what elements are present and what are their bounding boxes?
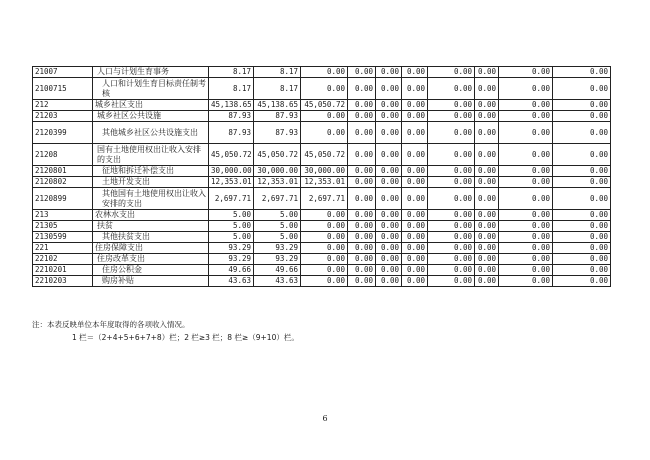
amount-cell: 0.00 (376, 111, 402, 122)
amount-cell: 45,050.72 (301, 100, 348, 111)
amount-cell: 0.00 (376, 221, 402, 232)
amount-cell: 8.17 (254, 67, 301, 78)
amount-cell: 0.00 (475, 210, 499, 221)
amount-cell: 0.00 (402, 166, 428, 177)
amount-cell: 0.00 (499, 122, 553, 144)
note-line-1: 注：本表反映单位本年度取得的各项收入情况。 (32, 320, 190, 329)
amount-cell: 45,138.65 (254, 100, 301, 111)
subject-name-cell: 人口和计划生育目标责任制考核 (93, 78, 209, 100)
amount-cell: 0.00 (475, 232, 499, 243)
amount-cell: 0.00 (428, 243, 475, 254)
amount-cell: 0.00 (475, 166, 499, 177)
subject-code-cell: 2120399 (33, 122, 93, 144)
amount-cell: 0.00 (376, 276, 402, 287)
amount-cell: 0.00 (553, 243, 611, 254)
amount-cell: 0.00 (301, 254, 348, 265)
amount-cell: 0.00 (402, 243, 428, 254)
amount-cell: 0.00 (428, 221, 475, 232)
amount-cell: 5.00 (209, 221, 254, 232)
amount-cell: 0.00 (553, 144, 611, 166)
table-row (33, 243, 611, 254)
amount-cell: 87.93 (209, 122, 254, 144)
subject-name-cell: 城乡社区支出 (93, 100, 209, 111)
amount-cell: 0.00 (376, 254, 402, 265)
amount-cell: 0.00 (553, 78, 611, 100)
amount-cell: 0.00 (428, 78, 475, 100)
subject-code-cell: 212 (33, 100, 93, 111)
amount-cell: 0.00 (348, 276, 376, 287)
amount-cell: 87.93 (209, 111, 254, 122)
subject-name-cell: 住房改革支出 (93, 254, 209, 265)
amount-cell: 0.00 (499, 243, 553, 254)
amount-cell: 0.00 (376, 166, 402, 177)
subject-name-cell: 扶贫 (93, 221, 209, 232)
amount-cell: 0.00 (376, 122, 402, 144)
amount-cell: 0.00 (499, 166, 553, 177)
amount-cell: 30,000.00 (254, 166, 301, 177)
amount-cell: 0.00 (376, 78, 402, 100)
subject-name-cell: 其他扶贫支出 (93, 232, 209, 243)
amount-cell: 0.00 (348, 221, 376, 232)
amount-cell: 0.00 (402, 210, 428, 221)
amount-cell: 0.00 (402, 254, 428, 265)
amount-cell: 0.00 (301, 243, 348, 254)
table-row (33, 166, 611, 177)
amount-cell: 0.00 (553, 100, 611, 111)
amount-cell: 5.00 (254, 232, 301, 243)
table-row (33, 188, 611, 210)
amount-cell: 0.00 (428, 210, 475, 221)
amount-cell: 0.00 (428, 232, 475, 243)
amount-cell: 0.00 (301, 78, 348, 100)
amount-cell: 0.00 (402, 78, 428, 100)
page-number: 6 (322, 414, 328, 423)
table-row (33, 100, 611, 111)
amount-cell: 0.00 (475, 221, 499, 232)
amount-cell: 5.00 (209, 232, 254, 243)
amount-cell: 0.00 (428, 67, 475, 78)
amount-cell: 87.93 (254, 111, 301, 122)
amount-cell: 0.00 (301, 122, 348, 144)
subject-code-cell: 2130599 (33, 232, 93, 243)
subject-code-cell: 2120899 (33, 188, 93, 210)
amount-cell: 30,000.00 (301, 166, 348, 177)
amount-cell: 0.00 (348, 254, 376, 265)
amount-cell: 0.00 (553, 232, 611, 243)
amount-cell: 93.29 (254, 243, 301, 254)
amount-cell: 8.17 (254, 78, 301, 100)
amount-cell: 0.00 (376, 210, 402, 221)
table-row (33, 111, 611, 122)
amount-cell: 0.00 (553, 221, 611, 232)
amount-cell: 43.63 (254, 276, 301, 287)
amount-cell: 0.00 (402, 265, 428, 276)
table-row (33, 122, 611, 144)
amount-cell: 45,138.65 (209, 100, 254, 111)
amount-cell: 0.00 (499, 100, 553, 111)
table-row (33, 232, 611, 243)
subject-code-cell: 22102 (33, 254, 93, 265)
amount-cell: 0.00 (348, 243, 376, 254)
amount-cell: 0.00 (301, 221, 348, 232)
amount-cell: 0.00 (428, 254, 475, 265)
amount-cell: 0.00 (553, 265, 611, 276)
amount-cell: 0.00 (402, 276, 428, 287)
amount-cell: 0.00 (553, 254, 611, 265)
amount-cell: 0.00 (301, 111, 348, 122)
amount-cell: 0.00 (348, 188, 376, 210)
amount-cell: 8.17 (209, 67, 254, 78)
amount-cell: 0.00 (499, 276, 553, 287)
amount-cell: 0.00 (348, 67, 376, 78)
amount-cell: 12,353.01 (209, 177, 254, 188)
subject-code-cell: 21208 (33, 144, 93, 166)
amount-cell: 0.00 (475, 122, 499, 144)
amount-cell: 0.00 (428, 111, 475, 122)
amount-cell: 0.00 (475, 243, 499, 254)
amount-cell: 0.00 (475, 265, 499, 276)
table-notes (32, 318, 612, 344)
subject-name-cell: 征地和拆迁补偿支出 (93, 166, 209, 177)
amount-cell: 0.00 (348, 144, 376, 166)
amount-cell: 0.00 (402, 67, 428, 78)
subject-code-cell: 213 (33, 210, 93, 221)
amount-cell: 0.00 (348, 122, 376, 144)
table-row (33, 210, 611, 221)
amount-cell: 2,697.71 (254, 188, 301, 210)
table-row (33, 254, 611, 265)
amount-cell: 0.00 (475, 100, 499, 111)
subject-name-cell: 其他城乡社区公共设施支出 (93, 122, 209, 144)
amount-cell: 0.00 (301, 232, 348, 243)
subject-code-cell: 2210203 (33, 276, 93, 287)
amount-cell: 87.93 (254, 122, 301, 144)
amount-cell: 0.00 (499, 111, 553, 122)
income-table (32, 66, 611, 287)
amount-cell: 0.00 (301, 210, 348, 221)
amount-cell: 30,000.00 (209, 166, 254, 177)
amount-cell: 0.00 (428, 177, 475, 188)
amount-cell: 0.00 (376, 177, 402, 188)
amount-cell: 2,697.71 (209, 188, 254, 210)
subject-code-cell: 21305 (33, 221, 93, 232)
amount-cell: 0.00 (428, 144, 475, 166)
amount-cell: 0.00 (553, 276, 611, 287)
amount-cell: 0.00 (402, 111, 428, 122)
amount-cell: 0.00 (301, 67, 348, 78)
amount-cell: 93.29 (254, 254, 301, 265)
income-table-body (33, 67, 611, 287)
amount-cell: 0.00 (301, 265, 348, 276)
amount-cell: 0.00 (475, 78, 499, 100)
amount-cell: 0.00 (348, 177, 376, 188)
amount-cell: 0.00 (376, 188, 402, 210)
amount-cell: 0.00 (402, 221, 428, 232)
amount-cell: 0.00 (376, 100, 402, 111)
amount-cell: 49.66 (254, 265, 301, 276)
amount-cell: 45,050.72 (209, 144, 254, 166)
subject-name-cell: 购房补贴 (93, 276, 209, 287)
amount-cell: 43.63 (209, 276, 254, 287)
amount-cell: 0.00 (348, 78, 376, 100)
amount-cell: 0.00 (499, 177, 553, 188)
amount-cell: 0.00 (475, 177, 499, 188)
amount-cell: 45,050.72 (254, 144, 301, 166)
amount-cell: 0.00 (402, 177, 428, 188)
amount-cell: 0.00 (402, 122, 428, 144)
amount-cell: 0.00 (348, 232, 376, 243)
amount-cell: 0.00 (475, 144, 499, 166)
amount-cell: 0.00 (301, 276, 348, 287)
subject-name-cell: 住房公积金 (93, 265, 209, 276)
amount-cell: 0.00 (553, 210, 611, 221)
amount-cell: 5.00 (254, 210, 301, 221)
table-row (33, 276, 611, 287)
amount-cell: 5.00 (209, 210, 254, 221)
amount-cell: 0.00 (402, 232, 428, 243)
table-row (33, 221, 611, 232)
amount-cell: 8.17 (209, 78, 254, 100)
amount-cell: 0.00 (499, 221, 553, 232)
amount-cell: 5.00 (254, 221, 301, 232)
amount-cell: 12,353.01 (301, 177, 348, 188)
subject-name-cell: 住房保障支出 (93, 243, 209, 254)
amount-cell: 0.00 (553, 122, 611, 144)
amount-cell: 0.00 (475, 254, 499, 265)
amount-cell: 12,353.01 (254, 177, 301, 188)
amount-cell: 0.00 (428, 100, 475, 111)
amount-cell: 0.00 (348, 166, 376, 177)
subject-code-cell: 2120801 (33, 166, 93, 177)
amount-cell: 0.00 (348, 210, 376, 221)
amount-cell: 0.00 (499, 144, 553, 166)
amount-cell: 0.00 (553, 166, 611, 177)
amount-cell: 0.00 (475, 67, 499, 78)
amount-cell: 0.00 (402, 100, 428, 111)
amount-cell: 0.00 (376, 265, 402, 276)
amount-cell: 0.00 (475, 111, 499, 122)
amount-cell: 0.00 (553, 177, 611, 188)
amount-cell: 0.00 (499, 265, 553, 276)
amount-cell: 0.00 (475, 276, 499, 287)
subject-name-cell: 其他国有土地使用权出让收入安排的支出 (93, 188, 209, 210)
amount-cell: 0.00 (348, 265, 376, 276)
subject-code-cell: 21007 (33, 67, 93, 78)
amount-cell: 0.00 (402, 188, 428, 210)
amount-cell: 0.00 (428, 188, 475, 210)
amount-cell: 0.00 (428, 276, 475, 287)
amount-cell: 0.00 (499, 188, 553, 210)
subject-code-cell: 221 (33, 243, 93, 254)
subject-name-cell: 城乡社区公共设施 (93, 111, 209, 122)
amount-cell: 2,697.71 (301, 188, 348, 210)
note-line-2: 1 栏＝（2+4+5+6+7+8）栏；2 栏≥3 栏；8 栏≥（9+10）栏。 (72, 333, 299, 342)
amount-cell: 0.00 (553, 188, 611, 210)
table-row (33, 67, 611, 78)
amount-cell: 0.00 (428, 166, 475, 177)
subject-name-cell: 国有土地使用权出让收入安排的支出 (93, 144, 209, 166)
table-row (33, 177, 611, 188)
amount-cell: 0.00 (499, 254, 553, 265)
amount-cell: 49.66 (209, 265, 254, 276)
subject-name-cell: 土地开发支出 (93, 177, 209, 188)
amount-cell: 45,050.72 (301, 144, 348, 166)
amount-cell: 0.00 (376, 232, 402, 243)
amount-cell: 93.29 (209, 254, 254, 265)
table-row (33, 144, 611, 166)
subject-name-cell: 农林水支出 (93, 210, 209, 221)
amount-cell: 0.00 (499, 210, 553, 221)
amount-cell: 0.00 (553, 111, 611, 122)
table-row (33, 265, 611, 276)
table-row (33, 78, 611, 100)
subject-code-cell: 2210201 (33, 265, 93, 276)
amount-cell: 0.00 (376, 67, 402, 78)
amount-cell: 0.00 (428, 265, 475, 276)
amount-cell: 0.00 (475, 188, 499, 210)
amount-cell: 0.00 (376, 144, 402, 166)
subject-name-cell: 人口与计划生育事务 (93, 67, 209, 78)
amount-cell: 0.00 (348, 111, 376, 122)
amount-cell: 0.00 (499, 232, 553, 243)
amount-cell: 0.00 (499, 67, 553, 78)
amount-cell: 0.00 (348, 100, 376, 111)
subject-code-cell: 21203 (33, 111, 93, 122)
amount-cell: 0.00 (428, 122, 475, 144)
amount-cell: 0.00 (376, 243, 402, 254)
amount-cell: 0.00 (402, 144, 428, 166)
amount-cell: 0.00 (499, 78, 553, 100)
amount-cell: 93.29 (209, 243, 254, 254)
subject-code-cell: 2120802 (33, 177, 93, 188)
subject-code-cell: 2100715 (33, 78, 93, 100)
amount-cell: 0.00 (553, 67, 611, 78)
